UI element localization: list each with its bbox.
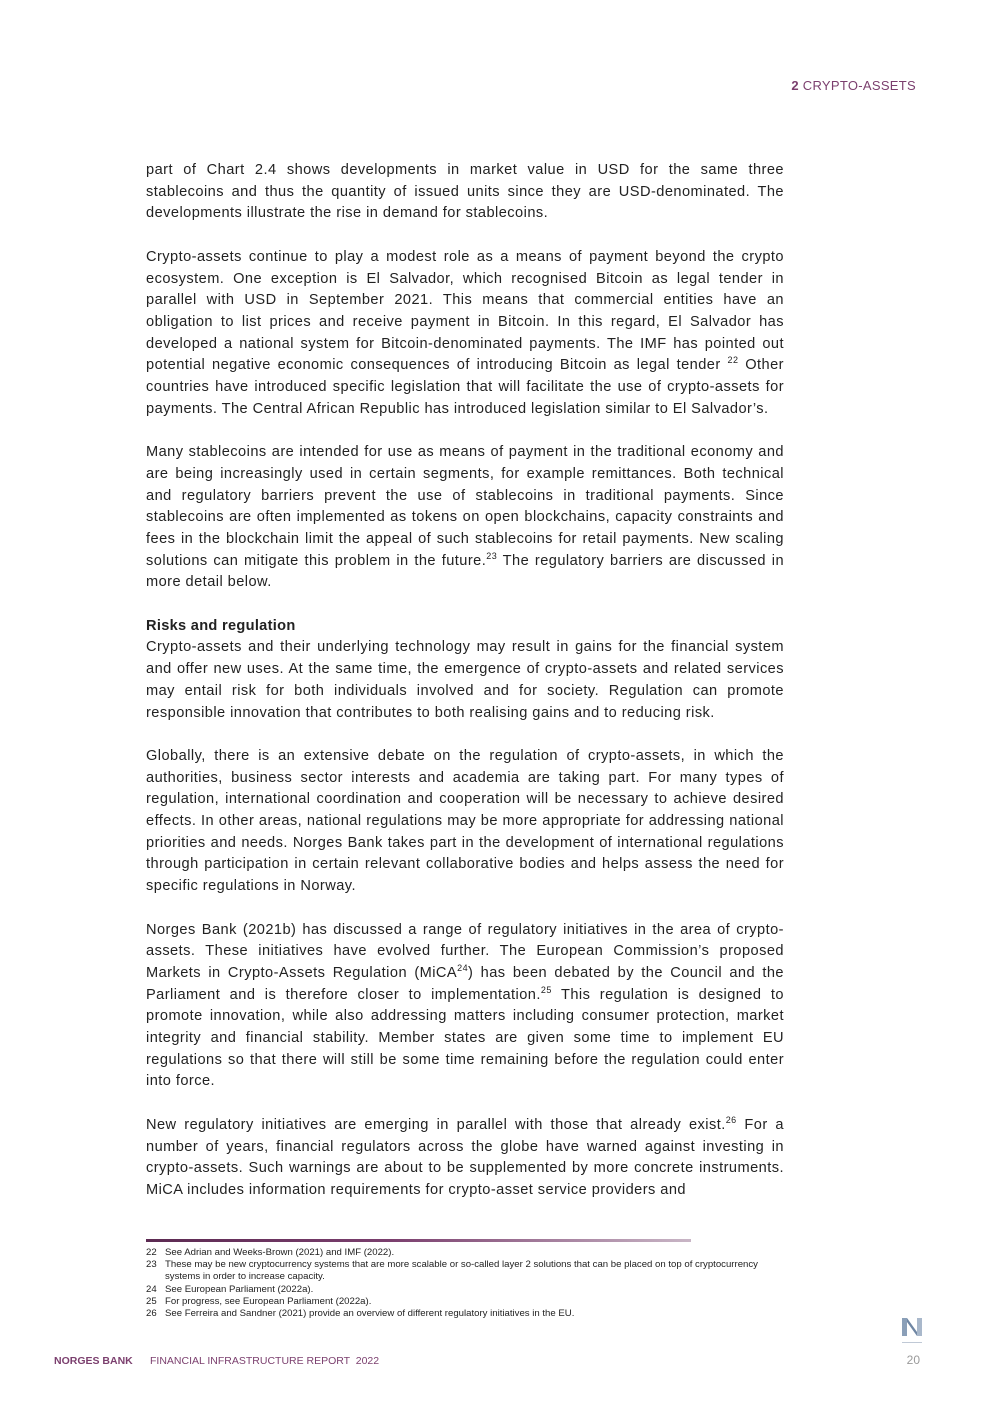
section-header <box>791 78 916 93</box>
paragraph-7: New regulatory initiatives are emerging in parallel with those that already exist.$^{26}$ For a number of years, financial regulators across the globe have warned against investing in crypto-assets. Such warnings are about to be supplemented by more concrete instruments. MiCA includes information requirements for crypto-asset service providers and <box>146 1114 784 1198</box>
footnote-item: 23 These may be new cryptocurrency systems that are more scalable or so-called layer 2 solutions that can be placed on top of cryptocurrency systems in order to increase capacity. <box>146 1259 758 1283</box>
page-number: 20 <box>906 1353 920 1367</box>
footnotes <box>146 1247 786 1320</box>
footnote-item: 24 See European Parliament (2022a). <box>146 1283 314 1295</box>
footnote-ref-23[interactable]: 23 <box>486 550 498 561</box>
footnote-divider <box>146 1239 691 1242</box>
paragraph-6: Norges Bank (2021b) has discussed a range of regulatory initiatives in the area of crypto-assets. These initiatives have evolved further. The European Commission’s proposed Markets in Crypto-Assets Regulation (MiCA$^{24}$) has been debated by the Council and the Parliament and is therefore closer to implementation.$^{25}$ This regulation is designed to promote innovation, while also addressing matters including consumer protection, market integrity and financial stability. Member states are given some time to implement EU regulations so that there will still be some time remaining before the regulation could enter into force. <box>146 921 784 1090</box>
paragraph-2: Crypto-assets continue to play a modest role as a means of payment beyond the crypto ecosystem. One exception is El Salvador, which recognised Bitcoin as legal tender in parallel with USD in September 2021. This means that commercial entities have an obligation to list prices and receive payment in Bitcoin. In this regard, El Salvador has developed a national system for Bitcoin-denominated payments. The IMF has pointed out potential negative economic consequences of introducing Bitcoin as legal tender $^{22}$ Other countries have introduced specific legislation that will facilitate the use of crypto-assets for payments. The Central African Republic has introduced legislation similar to El Salvador’s. <box>146 248 784 417</box>
footer-brand: NORGES BANK <box>54 1355 133 1367</box>
paragraph-4: Crypto-assets and their underlying technology may result in gains for the financial system and offer new uses. At the same time, the emergence of crypto-assets and related services may entail risk for both individuals involved and for society. Regulation can promote responsible innovation that contributes to both realising gains and to reducing risk. <box>146 639 784 721</box>
paragraph-5: Globally, there is an extensive debate on the regulation of crypto-assets, in which the authorities, business sector interests and academia are taking part. For many types of regulation, international coordination and cooperation will be necessary to achieve desired effects. In other areas, national regulations may be more appropriate for addressing national priorities and needs. Norges Bank takes part in the development of international regulations through participation in certain relevant collaborative bodies and helps assess the need for specific regulations in Norway. <box>146 747 784 895</box>
footnote-ref-22[interactable]: 22 <box>727 355 739 366</box>
footnote-item: 25 For progress, see European Parliament (2022a). <box>146 1295 372 1307</box>
main-text <box>146 160 784 1202</box>
footnote-ref-25[interactable]: 25 <box>540 984 552 995</box>
footnote-ref-24[interactable]: 24 <box>457 963 469 974</box>
section-title: CRYPTO-ASSETS <box>802 78 916 93</box>
footnote-item: 22 See Adrian and Weeks-Brown (2021) and IMF (2022). <box>146 1247 395 1258</box>
paragraph-3: Many stablecoins are intended for use as means of payment in the traditional economy and are being increasingly used in certain segments, for example remittances. Both technical and regulatory barriers prevent the use of stablecoins in traditional payments. Since stablecoins are often implemented as tokens on open blockchains, capacity constraints and fees in the blockchain limit the appeal of such stablecoins for retail payments. New scaling solutions can mitigate this problem in the future.$^{23}$ The regulatory barriers are discussed in more detail below. <box>146 444 785 591</box>
footnote-item: 26 See Ferreira and Sandner (2021) provide an overview of different regulatory initiatives in the EU. <box>146 1308 575 1320</box>
footnote-ref-26[interactable]: 26 <box>725 1114 737 1125</box>
paragraph-1: part of Chart 2.4 shows developments in market value in USD for the same three stablecoins and thus the quantity of issued units since they are USD-denominated. The developments illustrate the rise in demand for stablecoins. <box>146 162 784 222</box>
norges-bank-logo-icon <box>900 1316 924 1346</box>
section-number: 2 <box>791 78 799 93</box>
footer-report-title: FINANCIAL INFRASTRUCTURE REPORT 2022 <box>150 1355 380 1367</box>
page-footer <box>0 1355 992 1371</box>
section-heading: Risks and regulation <box>146 617 296 634</box>
